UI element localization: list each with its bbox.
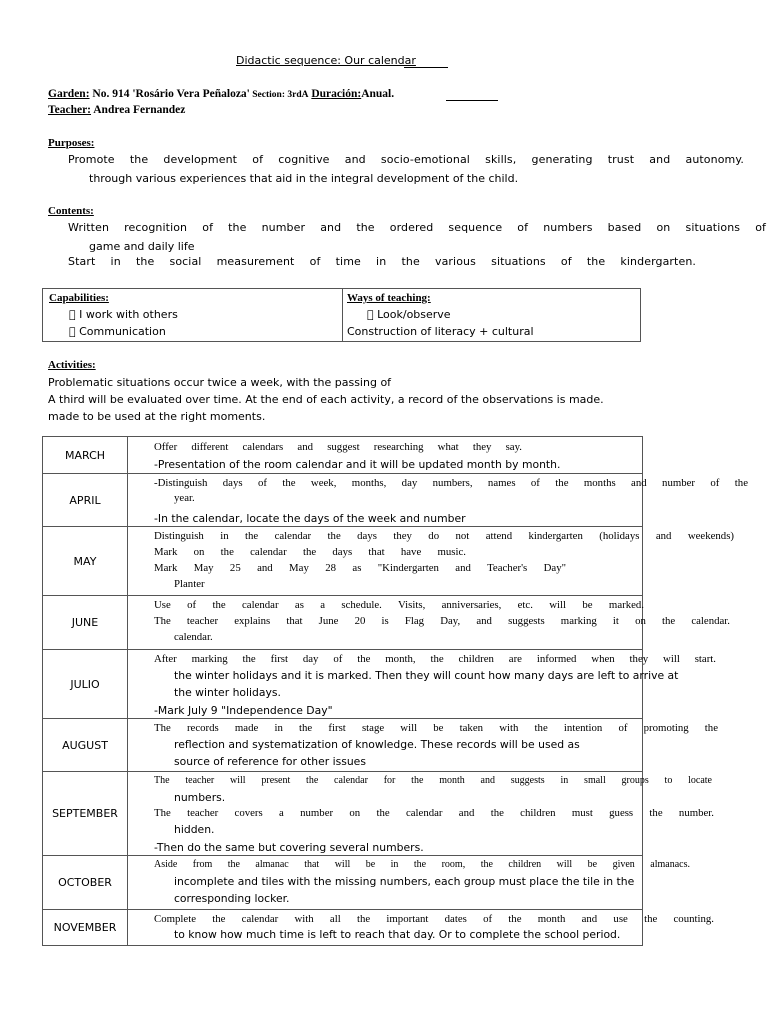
contents-line-2: game and daily life	[89, 240, 195, 253]
activity-line: Distinguish in the calendar the days they do not attend kindergarten (holidays and weekends)	[154, 530, 734, 542]
activity-line: -Distinguish days of the week, months, day numbers, names of the months and number of the	[154, 477, 748, 489]
activity-line: Planter	[174, 578, 205, 590]
capability-item-1: I work with others	[69, 308, 168, 321]
month-cell: MAY	[43, 527, 128, 596]
capabilities-table	[42, 288, 641, 342]
activity-line: The records made in the first stage will be taken with the intention of promoting the	[154, 722, 718, 734]
capabilities-heading: Capabilities:	[49, 292, 109, 304]
activity-line: year.	[174, 492, 195, 504]
month-cell: JULIO	[43, 650, 128, 719]
capabilities-divider	[342, 289, 343, 341]
contents-line-3: Start in the social measurement of time in the various situations of the kindergarten.	[68, 255, 696, 268]
activity-cell	[128, 910, 714, 946]
activity-line: The teacher covers a number on the calendar and the children must guess the number.	[154, 807, 714, 819]
table-row	[43, 596, 643, 650]
purposes-line-1: Promote the development of cognitive and socio-emotional skills, generating trust and autonomy.	[68, 153, 744, 166]
activity-cell	[128, 527, 734, 596]
activities-heading: Activities:	[48, 359, 96, 371]
activity-line: numbers.	[174, 791, 226, 804]
activity-line: -Then do the same but covering several numbers.	[154, 841, 424, 854]
ways-item-2: Construction of literacy + cultural	[347, 325, 534, 338]
purposes-heading: Purposes:	[48, 137, 95, 149]
title-underline	[404, 67, 448, 68]
contents-heading: Contents:	[48, 205, 94, 217]
activity-line: Complete the calendar with all the important dates of the month and use the counting.	[154, 913, 714, 925]
duration-value: Anual.	[361, 88, 395, 100]
table-row	[43, 437, 643, 474]
activity-line: calendar.	[174, 631, 213, 643]
table-row	[43, 856, 643, 910]
activity-line: corresponding locker.	[174, 892, 290, 905]
activity-line: Mark May 25 and May 28 as "Kindergarten and Teacher's Day"	[154, 562, 566, 574]
activity-cell	[128, 437, 643, 474]
activity-line: the winter holidays.	[174, 686, 281, 699]
contents-line-1: Written recognition of the number and the ordered sequence of numbers based on situations of	[68, 221, 766, 234]
month-cell: SEPTEMBER	[43, 772, 128, 856]
teacher-line	[48, 104, 185, 116]
activity-line: -Presentation of the room calendar and it will be updated month by month.	[154, 458, 561, 471]
table-row	[43, 719, 643, 772]
activity-line: source of reference for other issues	[174, 755, 366, 768]
section-value: Section: 3rdA	[249, 90, 309, 100]
garden-value: No. 914 'Rosário Vera Peñaloza'	[89, 88, 250, 100]
header-blank-line	[446, 100, 498, 101]
activity-line: to know how much time is left to reach that day. Or to complete the school period.	[174, 928, 621, 941]
activity-line: the winter holidays and it is marked. Then they will count how many days are left to arrive at	[174, 669, 679, 682]
table-row	[43, 650, 643, 719]
ways-item-1: Look/observe	[367, 308, 441, 321]
ways-heading: Ways of teaching:	[347, 292, 431, 304]
activity-cell	[128, 856, 690, 910]
table-row	[43, 910, 643, 946]
activity-cell	[128, 650, 716, 719]
teacher-label: Teacher:	[48, 104, 92, 116]
activity-cell	[128, 719, 718, 772]
activity-line: incomplete and tiles with the missing numbers, each group must place the tile in the	[174, 875, 635, 888]
purposes-line-2: through various experiences that aid in the integral development of the child.	[89, 172, 519, 185]
activity-line: After marking the first day of the month, the children are informed when they will start.	[154, 653, 716, 665]
capability-item-2: Communication	[69, 325, 156, 338]
garden-line	[48, 88, 394, 100]
activity-line: The teacher will present the calendar for the month and suggests in small groups to locate	[154, 775, 712, 786]
teacher-value: Andrea Fernandez	[91, 104, 186, 116]
activity-cell	[128, 772, 714, 856]
month-cell: OCTOBER	[43, 856, 128, 910]
monthly-activities-table	[42, 436, 748, 946]
duration-label: Duración:	[311, 88, 362, 100]
month-cell: AUGUST	[43, 719, 128, 772]
table-row	[43, 772, 643, 856]
activity-line: Aside from the almanac that will be in the room, the children will be given almanacs.	[154, 859, 690, 870]
month-cell: MARCH	[43, 437, 128, 474]
activity-line: reflection and systematization of knowledge. These records will be used as	[174, 738, 580, 751]
garden-label: Garden:	[48, 88, 90, 100]
activities-line-2: A third will be evaluated over time. At the end of each activity, a record of the observations is made.	[48, 393, 604, 406]
activity-line: Use of the calendar as a schedule. Visits, anniversaries, etc. will be marked.	[154, 599, 644, 611]
activity-line: The teacher explains that June 20 is Flag Day, and suggests marking it on the calendar.	[154, 615, 730, 627]
document-title: Didactic sequence: Our calendar	[236, 54, 416, 67]
table-row	[43, 527, 643, 596]
month-cell: NOVEMBER	[43, 910, 128, 946]
activity-line: -Mark July 9 "Independence Day"	[154, 704, 333, 717]
activities-line-1: Problematic situations occur twice a week, with the passing of	[48, 376, 392, 389]
month-cell: APRIL	[43, 474, 128, 527]
activity-line: Mark on the calendar the days that have music.	[154, 546, 466, 558]
activity-line: -In the calendar, locate the days of the week and number	[154, 512, 466, 525]
activity-cell	[128, 596, 730, 650]
activity-line: hidden.	[174, 823, 215, 836]
month-cell: JUNE	[43, 596, 128, 650]
activities-line-3: made to be used at the right moments.	[48, 410, 266, 423]
activity-cell	[128, 474, 748, 527]
table-row	[43, 474, 643, 527]
activity-line: Offer different calendars and suggest researching what they say.	[154, 441, 522, 453]
